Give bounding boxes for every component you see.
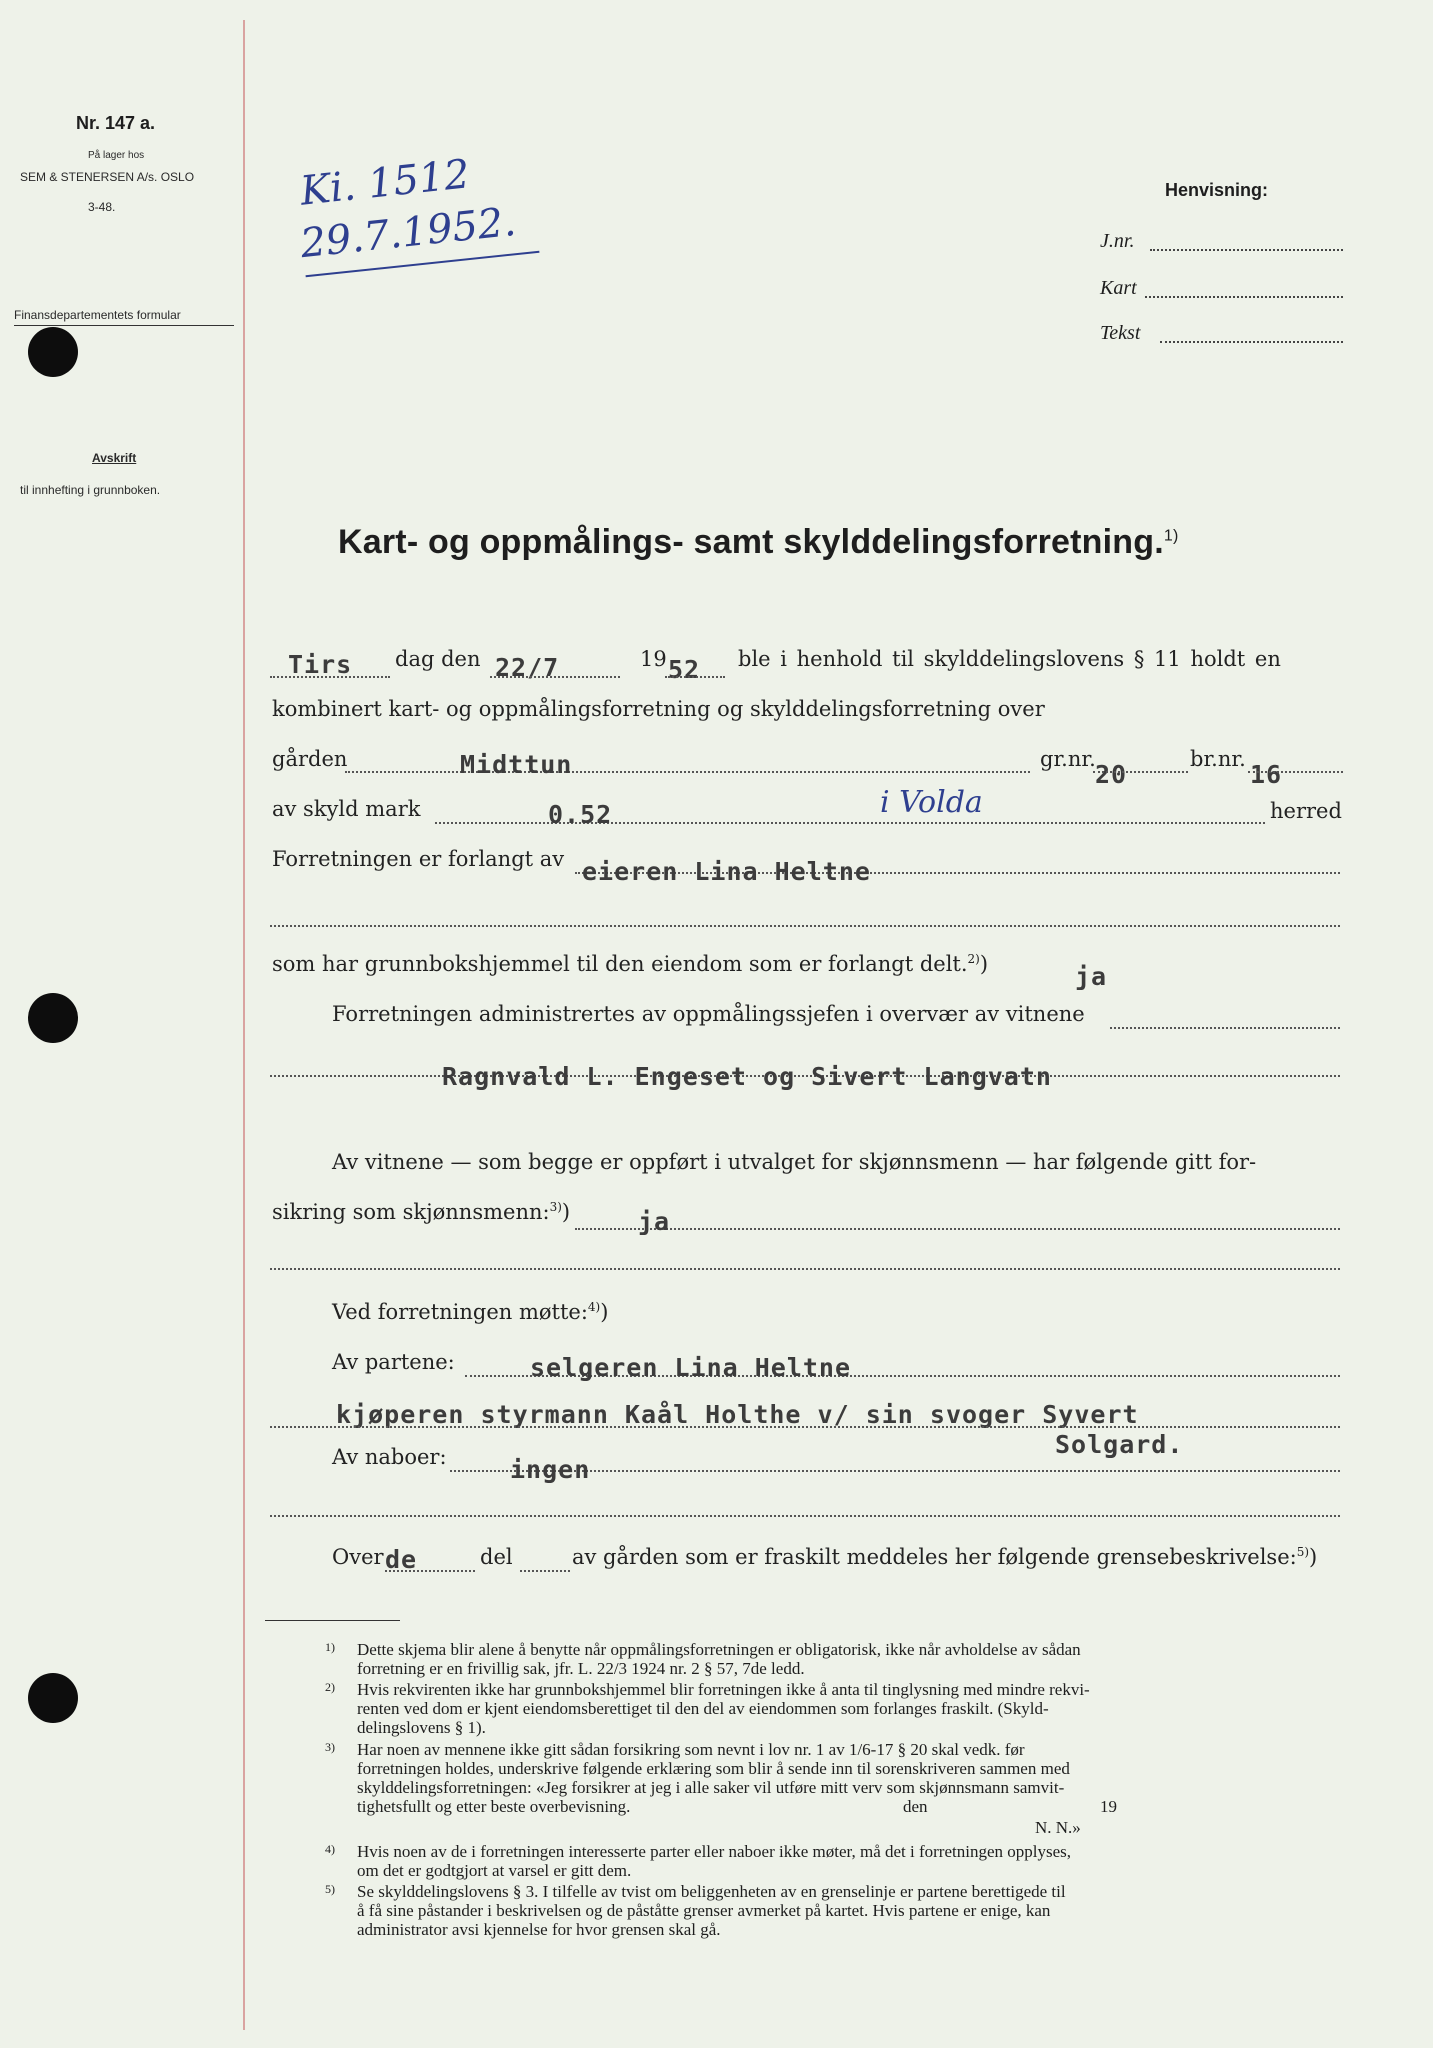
punch-hole bbox=[28, 993, 78, 1043]
journal-line bbox=[1150, 249, 1343, 251]
footnote-number: 4) bbox=[325, 1842, 335, 1856]
dotted-line bbox=[1093, 771, 1188, 773]
footnote-4-line: Hvis noen av de i forretningen interesserte parter eller naboer ikke møter, må det i forretningen opplyses, bbox=[357, 1842, 1072, 1861]
brnr-label: br.nr. bbox=[1190, 747, 1246, 771]
dotted-line bbox=[575, 1228, 1340, 1230]
form-source: Finansdepartementets formular bbox=[14, 308, 234, 326]
footnote-5-line: Se skylddelingslovens § 3. I tilfelle av tvist om beliggenheten av en grenselinje er partene berettigede til bbox=[357, 1882, 1066, 1901]
reference-heading: Henvisning: bbox=[1165, 180, 1269, 200]
neighbours-label: Av naboer: bbox=[332, 1445, 447, 1469]
municipality-value: i Volda bbox=[880, 785, 983, 820]
date-code: 3-48. bbox=[88, 200, 116, 214]
title-holder-value: ja bbox=[1075, 962, 1108, 991]
farm-label: gården bbox=[272, 747, 348, 771]
footnote-3-line: tighetsfullt og etter beste overbevisning. bbox=[357, 1797, 631, 1816]
footnote-1-line: forretning er en frivillig sak, jfr. L. 22/3 1924 nr. 2 § 57, 7de ledd. bbox=[357, 1659, 805, 1678]
footnote-rule bbox=[265, 1620, 400, 1621]
copy-note: til innhefting i grunnboken. bbox=[20, 483, 161, 497]
dotted-line bbox=[490, 676, 620, 678]
footnote-number: 3) bbox=[325, 1740, 335, 1754]
witness-value: ja bbox=[638, 1207, 671, 1236]
footnote-3-den: den bbox=[903, 1797, 928, 1816]
footnote-number: 1) bbox=[325, 1640, 335, 1654]
dotted-line bbox=[270, 676, 390, 678]
year-prefix: 19 bbox=[640, 647, 667, 671]
neighbours-value: ingen bbox=[510, 1455, 591, 1484]
margin-rule bbox=[243, 20, 245, 2030]
form-number: Nr. 147 a. bbox=[76, 113, 156, 133]
footnote-2-line: delingslovens § 1). bbox=[357, 1718, 486, 1737]
footnote-2-line: Hvis rekvirenten ikke har grunnbokshjemmel blir forretningen ikke å anta til tinglysning med mindre rekvi- bbox=[357, 1680, 1090, 1699]
footnote-1-line: Dette skjema blir alene å benytte når oppmålingsforretningen er obligatorisk, ikke når avholdelse av sådan bbox=[357, 1640, 1081, 1659]
punch-hole bbox=[28, 1673, 78, 1723]
dotted-line bbox=[270, 1268, 1340, 1270]
footnote-3-line: skylddelingsforretningen: «Jeg forsikrer at jeg i alle saker vil utføre mitt verv som skjønnsmann samvit- bbox=[357, 1778, 1065, 1797]
date-value: 22/7 bbox=[495, 653, 560, 682]
grnr-label: gr.nr. bbox=[1040, 747, 1096, 771]
witnesses-value: Ragnvald L. Engeset og Sivert Langvatn bbox=[442, 1062, 1052, 1091]
footnote-4-line: om det er godtgjort at varsel er gitt dem. bbox=[357, 1861, 632, 1880]
brnr-value: 16 bbox=[1250, 760, 1283, 789]
parties-value-2: kjøperen styrmann Kaål Holthe v/ sin svoger Syvert bbox=[336, 1400, 1139, 1429]
dotted-line bbox=[1248, 771, 1343, 773]
administered-text: Forretningen administrertes av oppmålingssjefen i overvær av vitnene bbox=[332, 1002, 1085, 1026]
attendance-label: Ved forretningen møtte:$^{4)}$) bbox=[332, 1300, 609, 1324]
intro-line-2: kombinert kart- og oppmålingsforretning og skylddelingsforretning over bbox=[272, 697, 1045, 721]
footnote-3-line: forretningen holdes, underskrive følgende erklæring som blir å sende inn til sorenskriveren sammen med bbox=[357, 1759, 1070, 1778]
registration-number: Ki. 1512 bbox=[298, 151, 472, 215]
dotted-line bbox=[520, 1570, 570, 1572]
day-label: dag den bbox=[395, 647, 481, 671]
del-label: del bbox=[480, 1545, 513, 1569]
requested-value: eieren Lina Heltne bbox=[582, 857, 871, 886]
dotted-line bbox=[1110, 1027, 1340, 1029]
footnote-number: 2) bbox=[325, 1680, 335, 1694]
copy-label: Avskrift bbox=[92, 451, 137, 465]
boundary-text: av gården som er fraskilt meddeles her følgende grensebeskrivelse:$^{5)}$) bbox=[572, 1545, 1318, 1569]
footnote-3-signature: N. N.» bbox=[1035, 1818, 1081, 1837]
publisher-name: SEM & STENERSEN A/s. OSLO bbox=[20, 170, 195, 184]
footnote-5-line: administrator avsi kjennelse for hvor grensen skal gå. bbox=[357, 1920, 721, 1939]
year-value: 52 bbox=[668, 655, 701, 684]
parties-label: Av partene: bbox=[332, 1350, 455, 1374]
publisher-line: På lager hos bbox=[88, 150, 145, 161]
dotted-line bbox=[345, 771, 1030, 773]
farm-value: Midttun bbox=[460, 750, 573, 779]
over-label: Over bbox=[332, 1545, 384, 1569]
dotted-line bbox=[270, 925, 1340, 927]
weekday-value: Tirs bbox=[288, 650, 353, 679]
grnr-value: 20 bbox=[1095, 760, 1128, 789]
page-title: Kart- og oppmålings- samt skylddelingsforretning.$^{1)}$ bbox=[338, 523, 1179, 561]
dotted-line bbox=[270, 1515, 1340, 1517]
journal-label: J.nr. bbox=[1100, 230, 1135, 252]
over-value: de bbox=[385, 1545, 418, 1574]
footnote-5-line: å få sine påstander i beskrivelsen og de påståtte grenser avmerket på kartet. Hvis partene er enige, kan bbox=[357, 1901, 1051, 1920]
requested-label: Forretningen er forlangt av bbox=[272, 847, 565, 871]
footnote-2-line: renten ved dom er kjent eiendomsberettiget til den del av eiendommen som forlanges fraskilt. (Skyld- bbox=[357, 1699, 1049, 1718]
witness-text-2: sikring som skjønnsmenn:$^{3)}$) bbox=[272, 1200, 571, 1224]
dotted-line bbox=[665, 676, 725, 678]
footnote-3-line: Har noen av mennene ikke gitt sådan forsikring som nevnt i lov nr. 1 av 1/6-17 § 20 skal vedk. før bbox=[357, 1740, 1025, 1759]
footnote-number: 5) bbox=[325, 1882, 335, 1896]
parties-value-3: Solgard. bbox=[1055, 1430, 1184, 1459]
title-holder-text: som har grunnbokshjemmel til den eiendom som er forlangt delt.$^{2)}$) bbox=[272, 952, 989, 976]
text-label: Tekst bbox=[1100, 322, 1141, 344]
dotted-line bbox=[385, 1570, 475, 1572]
intro-text: ble i henhold til skylddelingslovens § 11 holdt en bbox=[738, 647, 1281, 671]
map-label: Kart bbox=[1100, 277, 1137, 299]
tax-value: 0.52 bbox=[548, 800, 613, 829]
footnote-3-year: 19 bbox=[1100, 1797, 1117, 1816]
dotted-line bbox=[270, 1426, 1340, 1428]
witness-text-1: Av vitnene — som begge er oppført i utvalget for skjønnsmenn — har følgende gitt for- bbox=[332, 1150, 1257, 1174]
text-line bbox=[1160, 341, 1343, 343]
map-line bbox=[1145, 296, 1343, 298]
punch-hole bbox=[28, 327, 78, 377]
tax-label: av skyld mark bbox=[272, 797, 421, 821]
herred-label: herred bbox=[1270, 799, 1342, 823]
registration-date: 29.7.1952. bbox=[298, 198, 519, 268]
parties-value-1: selgeren Lina Heltne bbox=[530, 1353, 852, 1382]
